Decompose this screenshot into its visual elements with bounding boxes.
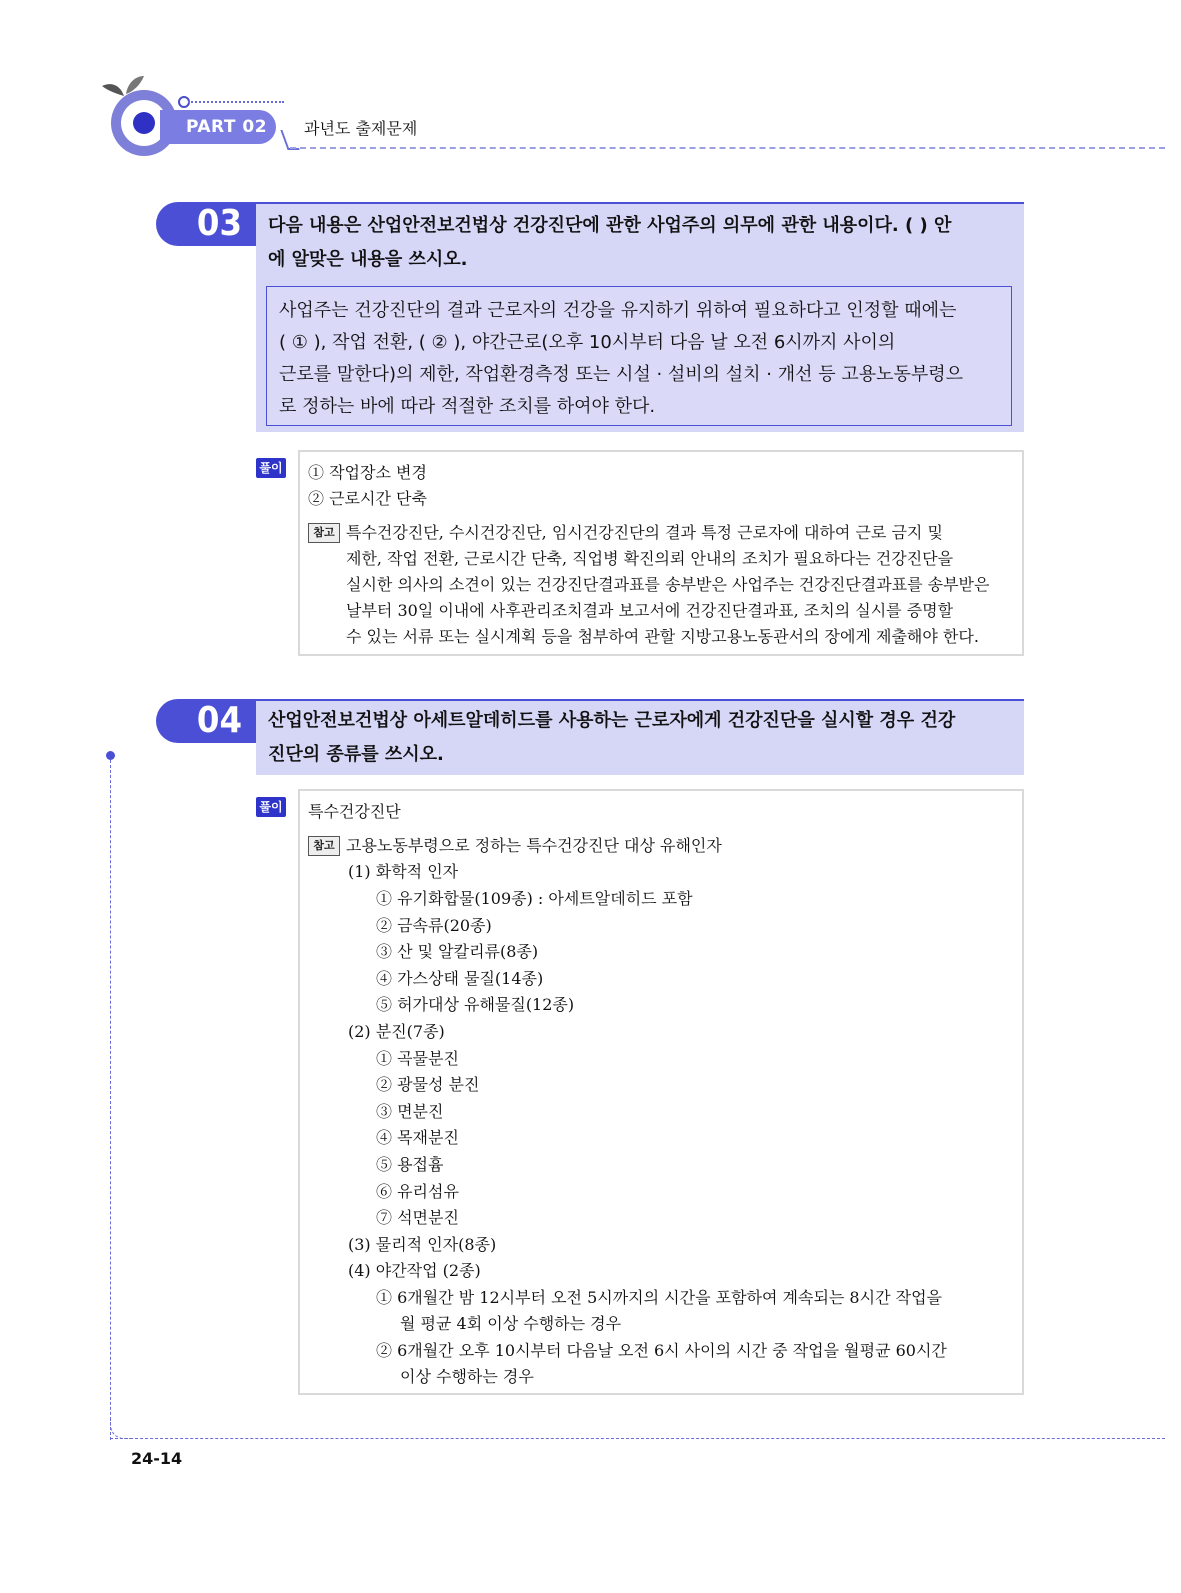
reference-text: 날부터 30일 이내에 사후관리조치결과 보고서에 건강진단결과표, 조치의 실시를 증명할 <box>346 601 954 620</box>
footer-corner <box>110 1420 131 1439</box>
answer-item: ② 근로시간 단축 <box>308 489 427 508</box>
sub-item: ① 6개월간 밤 12시부터 오전 5시까지의 시간을 포함하여 계속되는 8시간 작업을 <box>376 1288 942 1307</box>
category-item: (4) 야간작업 (2종) <box>348 1261 481 1280</box>
category-item: (1) 화학적 인자 <box>348 862 459 881</box>
reference-tag: 참고 <box>308 836 340 856</box>
category-item: (3) 물리적 인자(8종) <box>348 1235 497 1254</box>
reference-title: 고용노동부령으로 정하는 특수건강진단 대상 유해인자 <box>346 836 722 855</box>
page-number: 24-14 <box>131 1449 183 1468</box>
sub-item: ⑤ 허가대상 유해물질(12종) <box>376 995 575 1014</box>
sub-item: ③ 산 및 알칼리류(8종) <box>376 942 539 961</box>
answer-box-03 <box>298 450 1024 656</box>
sub-item-continued: 월 평균 4회 이상 수행하는 경우 <box>400 1314 622 1333</box>
part-badge: PART 02 <box>160 110 276 144</box>
reference-text: 제한, 작업 전환, 근로시간 단축, 직업병 확진의뢰 안내의 조치가 필요하다는 건강진단을 <box>346 549 954 568</box>
question-text-line1: 산업안전보건법상 아세트알데히드를 사용하는 근로자에게 건강진단을 실시할 경우 건강 <box>268 710 956 731</box>
answer-box-04 <box>298 789 1024 1395</box>
chapter-subject: 과년도 출제문제 <box>304 119 418 138</box>
question-number-04: 04 <box>156 699 256 743</box>
part-marker-line <box>188 101 284 103</box>
sub-item: ⑤ 용접흄 <box>376 1155 444 1174</box>
question-number-03: 03 <box>156 202 256 246</box>
sub-item: ⑥ 유리섬유 <box>376 1182 459 1201</box>
reference-tag: 참고 <box>308 523 340 543</box>
sub-item: ① 유기화합물(109종) : 아세트알데히드 포함 <box>376 889 693 908</box>
sub-item: ⑦ 석면분진 <box>376 1208 459 1227</box>
reference-line <box>308 833 722 856</box>
passage-line: ( ① ), 작업 전환, ( ② ), 야간근로(오후 10시부터 다음 날 오전 6시까지 사이의 <box>279 332 896 353</box>
sub-item-continued: 이상 수행하는 경우 <box>400 1367 534 1386</box>
header-rule <box>290 147 1165 149</box>
question-box-04 <box>256 699 1024 775</box>
category-item: (2) 분진(7종) <box>348 1022 445 1041</box>
question-passage <box>266 286 1012 426</box>
sub-item: ② 금속류(20종) <box>376 916 492 935</box>
question-text-line1: 다음 내용은 산업안전보건법상 건강진단에 관한 사업주의 의무에 관한 내용이다. ( ) 안 <box>268 215 952 236</box>
part-logo-dot <box>133 112 155 134</box>
sub-item: ① 곡물분진 <box>376 1049 459 1068</box>
answer-tag-03: 풀이 <box>256 458 286 478</box>
margin-dot <box>106 751 115 760</box>
margin-dashed-line <box>110 760 111 1440</box>
sub-item: ② 6개월간 오후 10시부터 다음날 오전 6시 사이의 시간 중 작업을 월평균 60시간 <box>376 1341 947 1360</box>
answer-item: 특수건강진단 <box>308 802 401 821</box>
reference-text: 특수건강진단, 수시건강진단, 임시건강진단의 결과 특정 근로자에 대하여 근로 금지 및 <box>346 523 943 542</box>
question-text-line2: 에 알맞은 내용을 쓰시오. <box>268 249 468 270</box>
passage-line: 근로를 말한다)의 제한, 작업환경측정 또는 시설 · 설비의 설치 · 개선 등 고용노동부령으 <box>279 364 964 385</box>
question-box-03 <box>256 202 1024 432</box>
reference-text: 실시한 의사의 소견이 있는 건강진단결과표를 송부받은 사업주는 건강진단결과표를 송부받은 <box>346 575 990 594</box>
sub-item: ② 광물성 분진 <box>376 1075 480 1094</box>
sub-item: ④ 가스상태 물질(14종) <box>376 969 544 988</box>
passage-line: 사업주는 건강진단의 결과 근로자의 건강을 유지하기 위하여 필요하다고 인정할 때에는 <box>279 300 957 321</box>
answer-item: ① 작업장소 변경 <box>308 463 427 482</box>
question-text-line2: 진단의 종류를 쓰시오. <box>268 744 444 765</box>
passage-line: 로 정하는 바에 따라 적절한 조치를 하여야 한다. <box>279 396 656 417</box>
reference-line <box>308 520 943 543</box>
answer-tag-04: 풀이 <box>256 797 286 817</box>
reference-text: 수 있는 서류 또는 실시계획 등을 첨부하여 관할 지방고용노동관서의 장에게 제출해야 한다. <box>346 627 979 646</box>
footer-dashed-rule <box>110 1438 1165 1439</box>
sub-item: ④ 목재분진 <box>376 1128 459 1147</box>
sub-item: ③ 면분진 <box>376 1102 444 1121</box>
